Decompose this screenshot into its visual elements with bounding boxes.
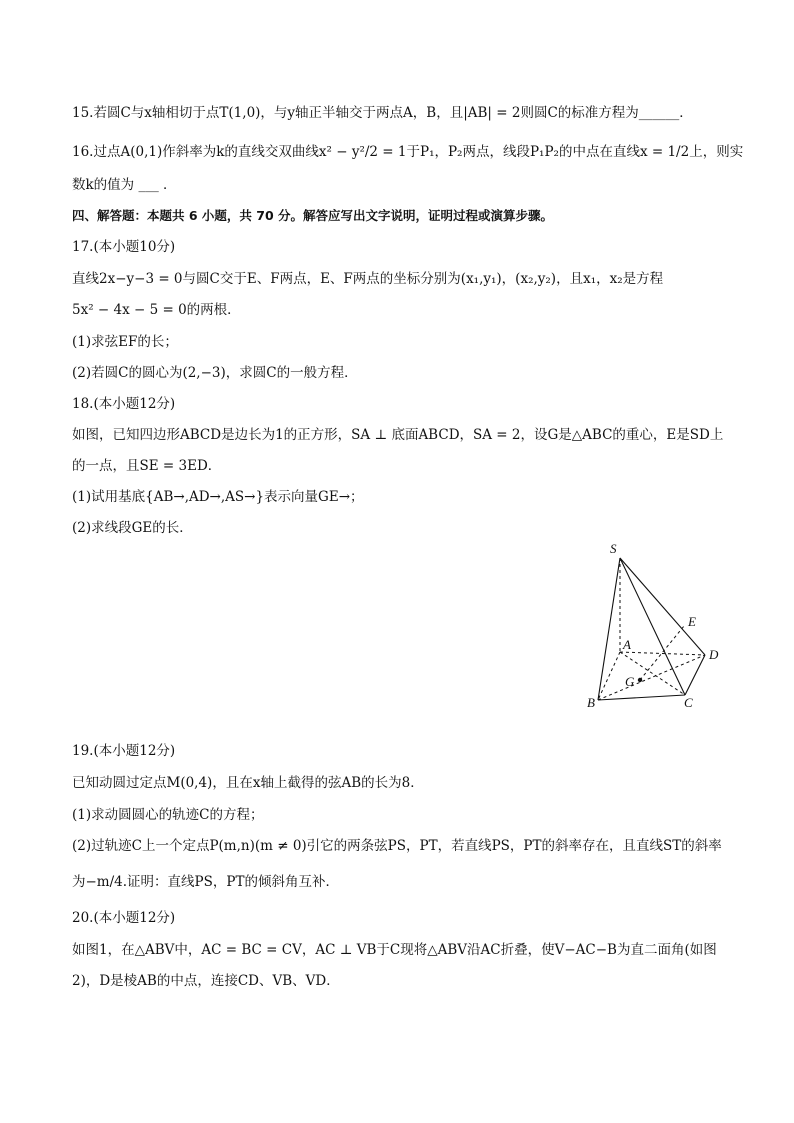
problem-19-text: 已知动圆过定点M(0,4)，且在x轴上截得的弦AB的长为8． [72,775,424,791]
problem-19-part2: (2)过轨迹C上一个定点P(m,n)(m ≠ 0)引它的两条弦PS，PT，若直线PS，PT的斜率存在，且直线ST的斜率 [72,838,722,854]
problem-20-header: 20.(本小题12分) [72,910,176,926]
problem-16: 16.过点A(0,1)作斜率为k的直线交双曲线x² − y²/2 = 1于P₁，P₂两点，线段P₁P₂的中点在直线x = 1/2上，则实 [72,144,744,160]
problem-18-text: 如图，已知四边形ABCD是边长为1的正方形，SA ⊥ 底面ABCD，SA = 2，设G是△ABC的重心，E是SD上 [72,427,724,443]
problem-17-header: 17.(本小题10分) [72,239,176,255]
problem-19-part1: (1)求动圆圆心的轨迹C的方程； [72,807,264,823]
point-G [638,678,642,682]
label-S: S [610,541,617,556]
edge-SB [598,558,620,700]
problem-17-text-cont: 5x² − 4x − 5 = 0的两根． [72,302,241,318]
label-D: D [709,647,719,662]
label-C: C [684,695,693,710]
problem-20-text-cont: 2)，D是棱AB的中点，连接CD、VB、VD． [72,973,340,989]
section-heading: 四、解答题：本题共 6 小题，共 70 分。解答应写出文字说明，证明过程或演算步骤。 [72,208,554,223]
pyramid-figure [580,538,730,716]
edge-SD [620,558,705,655]
label-A: A [623,637,631,652]
problem-15: 15.若圆C与x轴相切于点T(1,0)，与y轴正半轴交于两点A，B，且|AB| = 2则圆C的标准方程为______． [72,105,693,121]
problem-17-text: 直线2x−y−3 = 0与圆C交于E、F两点，E、F两点的坐标分别为(x₁,y₁)，(x₂,y₂)，且x₁，x₂是方程 [72,271,664,287]
label-B: B [587,695,595,710]
edge-BC [598,695,685,700]
edge-CD [685,655,705,695]
problem-18-part2: (2)求线段GE的长． [72,520,193,536]
edge-AD [620,652,705,655]
problem-20-text: 如图1，在△ABV中，AC = BC = CV，AC ⊥ VB于C现将△ABV沿AC折叠，使V−AC−B为直二面角(如图 [72,942,717,958]
problem-18-header: 18.(本小题12分) [72,396,176,412]
problem-18-part1: (1)试用基底{AB→,AD→,AS→}表示向量GE→； [72,489,364,505]
problem-17-part2: (2)若圆C的圆心为(2,−3)，求圆C的一般方程． [72,365,358,381]
label-E: E [688,614,696,629]
problem-19-header: 19.(本小题12分) [72,743,176,759]
problem-16-cont: 数k的值为 ___ ． [72,177,177,193]
problem-19-part2-cont: 为−m/4.证明：直线PS，PT的倾斜角互补． [72,874,339,890]
problem-17-part1: (1)求弦EF的长； [72,334,178,350]
problem-18-text-cont: 的一点，且SE = 3ED． [72,458,222,474]
edge-BD [598,655,705,700]
label-G: G [625,674,635,689]
